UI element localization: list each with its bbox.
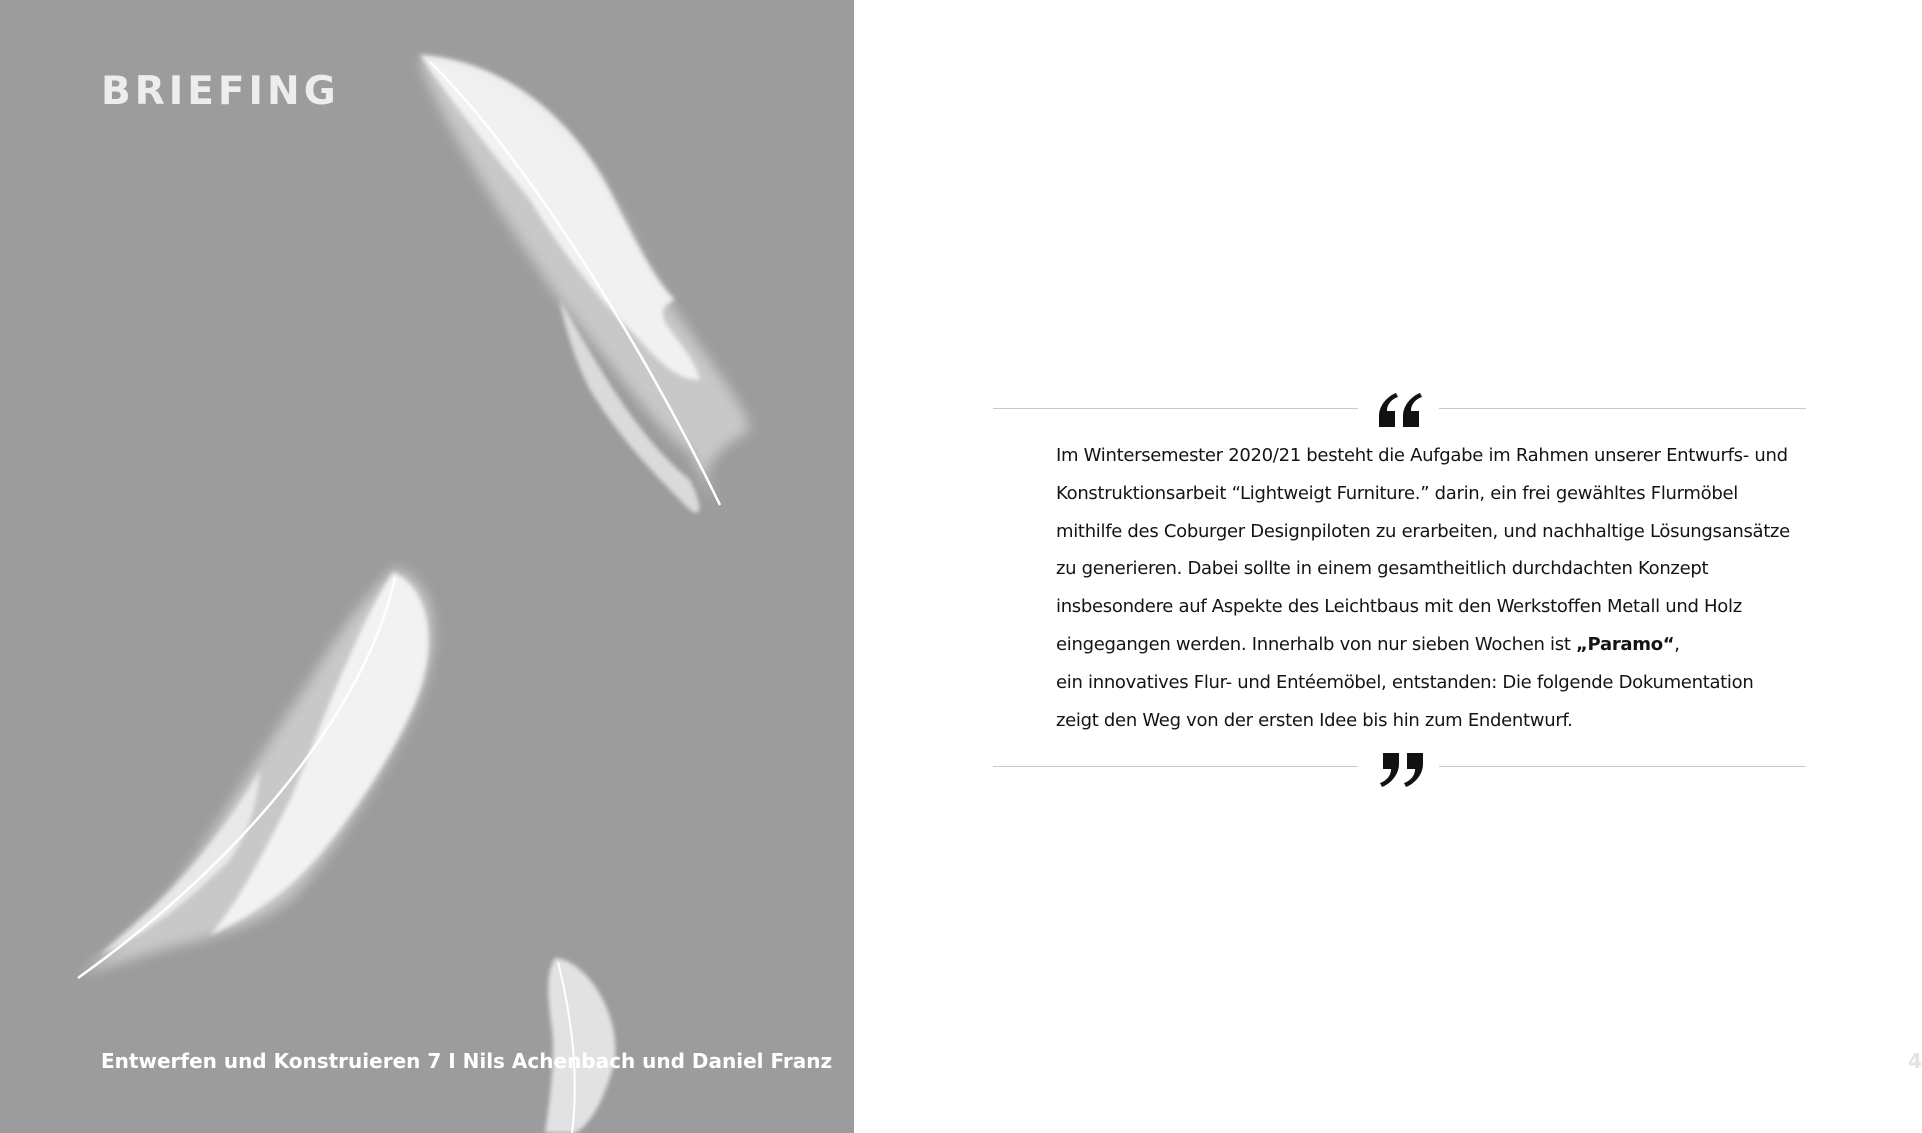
quote-line: ein innovatives Flur- und Entéemöbel, entstanden: Die folgende Dokumentation [1056,671,1754,693]
top-divider-left [993,408,1358,409]
closing-quote-icon [1376,749,1426,791]
quote-line-suffix: , [1674,633,1680,655]
quote-line: Konstruktionsarbeit “Lightweigt Furniture.” darin, ein frei gewähltes Flurmöbel [1056,482,1738,504]
opening-quote-icon [1376,389,1426,431]
quote-line: mithilfe des Coburger Designpiloten zu erarbeiten, und nachhaltige Lösungsansätze [1056,520,1790,542]
footer-credit: Entwerfen und Konstruieren 7 I Nils Achenbach und Daniel Franz [101,1049,833,1073]
feather-top [418,55,750,513]
photo-panel [0,0,854,1133]
quote-line-prefix: eingegangen werden. Innerhalb von nur sieben Wochen ist [1056,633,1577,655]
quote-line: insbesondere auf Aspekte des Leichtbaus mit den Werkstoffen Metall und Holz [1056,596,1742,618]
bottom-divider-left [993,766,1358,767]
quote-line-with-product [1056,626,1791,664]
briefing-quote [993,385,1806,790]
quote-line: zeigt den Weg von der ersten Idee bis hin zum Endentwurf. [1056,709,1573,731]
top-divider-right [1439,408,1806,409]
quote-text [1056,437,1791,739]
feather-small [545,958,615,1133]
quote-line: Im Wintersemester 2020/21 besteht die Aufgabe im Rahmen unserer Entwurfs- und [1056,445,1788,466]
feather-illustration [0,0,854,1133]
page-number: 4 [1908,1049,1922,1073]
quote-line: zu generieren. Dabei sollte in einem gesamtheitlich durchdachten Konzept [1056,558,1709,580]
section-title: BRIEFING [101,69,340,114]
bottom-divider-right [1439,766,1806,767]
product-name: „Paramo“ [1576,633,1675,655]
feather-bottom [78,568,433,978]
